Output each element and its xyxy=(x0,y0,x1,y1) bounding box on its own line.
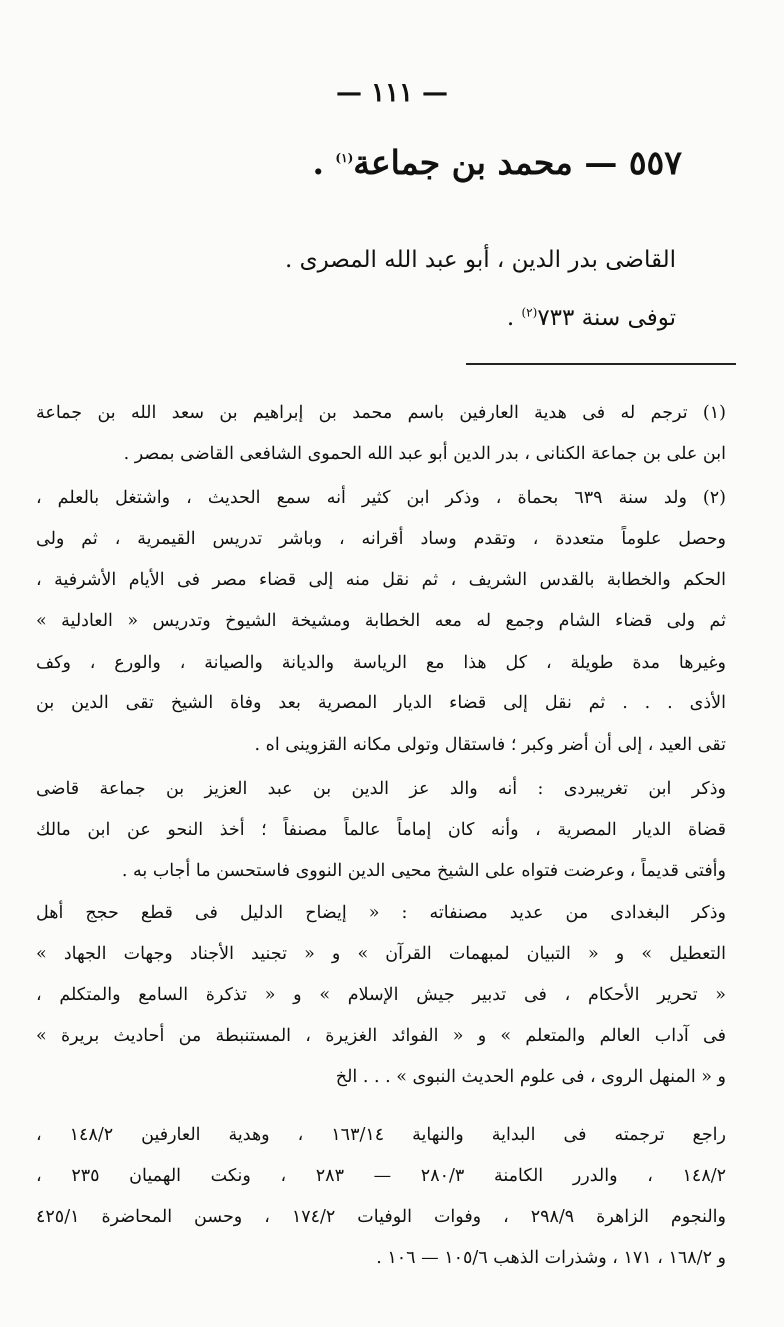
footnote-line: و « المنهل الروى ، فى علوم الحديث النبوى » . . . الخ xyxy=(335,1067,726,1087)
reference-line: ١٤٨/٢ ، والدرر الكامنة ٢٨٠/٣ — ٢٨٣ ، ونكت الهميان ٢٣٥ ، xyxy=(36,1166,726,1186)
footnote-line: قضاة الديار المصرية ، وأنه كان إماماً عالماً مصنفاً ؛ أخذ النحو عن ابن مالك xyxy=(36,820,726,840)
footnote-line: وحصل علوماً متعددة ، وتقدم وساد أقرانه ، وباشر تدريس القيمرية ، ثم ولى xyxy=(36,529,726,549)
footnote-line: « تحرير الأحكام ، فى تدبير جيش الإسلام » و « تذكرة السامع والمتكلم ، xyxy=(36,985,726,1005)
footnote-line: ابن على بن جماعة الكنانى ، بدر الدين أبو عبد الله الحموى الشافعى القاضى بمصر . xyxy=(123,444,726,464)
footnote-line: وذكر ابن تغريبردى : أنه والد عز الدين بن عبد العزيز بن جماعة قاضى xyxy=(36,779,726,799)
reference-line: راجع ترجمته فى البداية والنهاية ١٦٣/١٤ ، وهدية العارفين ١٤٨/٢ ، xyxy=(36,1125,726,1145)
entry-name-line: القاضى بدر الدين ، أبو عبد الله المصرى . xyxy=(284,247,676,273)
footnote-line: وأفتى قديماً ، وعرضت فتواه على الشيخ محيى الدين النووى فاستحسن ما أجاب به . xyxy=(121,861,726,881)
footnote-divider xyxy=(466,363,736,365)
reference-line: والنجوم الزاهرة ٢٩٨/٩ ، وفوات الوفيات ١٧٤/٢ ، وحسن المحاضرة ٤٢٥/١ xyxy=(36,1207,726,1227)
footnote-line: فى آداب العالم والمتعلم » و « الفوائد الغزيرة ، المستنبطة من أحاديث بريرة » xyxy=(36,1026,726,1046)
entry-title-end: . xyxy=(312,143,336,182)
entry-title xyxy=(122,138,682,188)
entry-death-text: توفى سنة ٧٣٣ xyxy=(537,305,676,331)
footnote-line: التعطيل » و « التبيان لمبهمات القرآن » و « تجنيد الأجناد وجهات الجهاد » xyxy=(36,944,726,964)
entry-title-text: ٥٥٧ — محمد بن جماعة xyxy=(353,143,682,182)
footnote-line: (٢) ولد سنة ٦٣٩ بحماة ، وذكر ابن كثير أنه سمع الحديث ، واشتغل بالعلم ، xyxy=(36,488,726,508)
footnote-ref-2: (٢) xyxy=(521,305,538,320)
footnote-line: الأذى . . . ثم نقل إلى قضاء الديار المصرية بعد وفاة الشيخ تقى الدين بن xyxy=(36,693,726,713)
footnote-line: (١) ترجم له فى هدية العارفين باسم محمد بن إبراهيم بن سعد الله بن جماعة xyxy=(36,403,726,423)
footnote-line: تقى العيد ، إلى أن أضر وكبر ؛ فاستقال وتولى مكانه القزوينى اه . xyxy=(254,735,726,755)
footnote-line: ثم ولى قضاء الشام وجمع له معه الخطابة ومشيخة الشيوخ وتدريس « العادلية » xyxy=(36,611,726,631)
page-number: — ١١١ — xyxy=(335,78,449,108)
entry-death-end: . xyxy=(506,305,522,331)
reference-line: و ١٦٨/٢ ، ١٧١ ، وشذرات الذهب ١٠٥/٦ — ١٠٦ . xyxy=(376,1248,726,1268)
footnote-ref-1: (١) xyxy=(335,151,354,165)
footnote-line: وغيرها مدة طويلة ، كل هذا مع الرياسة والديانة والصيانة ، والورع ، وكف xyxy=(36,653,726,673)
footnote-line: وذكر البغدادى من عديد مصنفاته : « إيضاح الدليل فى قطع حجج أهل xyxy=(36,903,726,923)
entry-death-line xyxy=(96,301,676,335)
footnote-line: الحكم والخطابة بالقدس الشريف ، ثم نقل منه إلى قضاء مصر فى الأيام الأشرفية ، xyxy=(36,570,726,590)
